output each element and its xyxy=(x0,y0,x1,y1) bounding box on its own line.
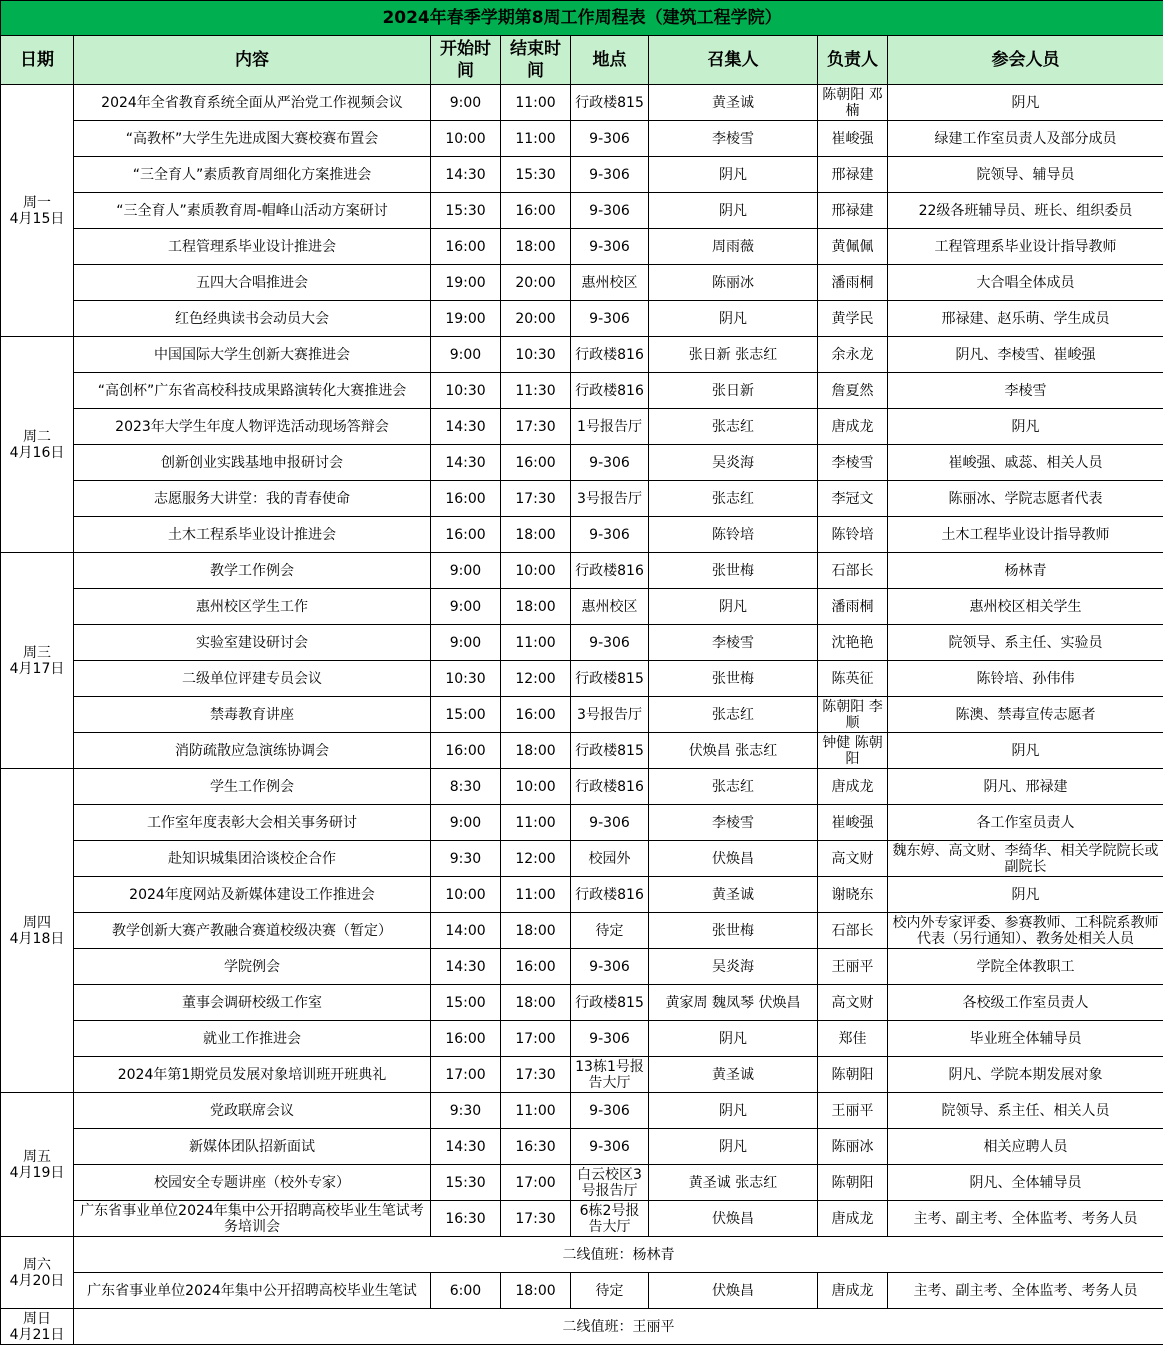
attendees: 土木工程毕业设计指导教师 xyxy=(888,517,1163,553)
day-date: 4月18日 xyxy=(9,930,65,947)
start-time: 19:00 xyxy=(431,265,501,301)
start-time: 14:30 xyxy=(431,445,501,481)
end-time: 16:00 xyxy=(501,697,571,733)
end-time: 10:30 xyxy=(501,337,571,373)
place: 惠州校区 xyxy=(571,265,649,301)
owner: 黄佩佩 xyxy=(818,229,888,265)
start-time: 9:30 xyxy=(431,1093,501,1129)
attendees: 阴凡、全体辅导员 xyxy=(888,1165,1163,1201)
convener: 张志红 xyxy=(649,697,818,733)
day-date: 4月21日 xyxy=(9,1326,65,1343)
place: 行政楼815 xyxy=(571,661,649,697)
event-content: 广东省事业单位2024年集中公开招聘高校毕业生笔试考务培训会 xyxy=(74,1201,431,1237)
day-label: 周二 xyxy=(23,428,51,445)
owner: 陈朝阳 xyxy=(818,1165,888,1201)
place: 9-306 xyxy=(571,229,649,265)
attendees: 大合唱全体成员 xyxy=(888,265,1163,301)
table-row xyxy=(1,625,1163,661)
header-start-time: 开始时间 xyxy=(431,36,501,85)
start-time: 10:00 xyxy=(431,121,501,157)
place: 待定 xyxy=(571,1273,649,1309)
table-row xyxy=(1,1309,1163,1345)
event-content: 2024年第1期党员发展对象培训班开班典礼 xyxy=(74,1057,431,1093)
convener: 黄家周 魏凤琴 伏焕昌 xyxy=(649,985,818,1021)
event-content: 土木工程系毕业设计推进会 xyxy=(74,517,431,553)
owner: 钟健 陈朝阳 xyxy=(818,733,888,769)
end-time: 11:00 xyxy=(501,805,571,841)
end-time: 18:00 xyxy=(501,1273,571,1309)
event-content: 创新创业实践基地申报研讨会 xyxy=(74,445,431,481)
end-time: 17:30 xyxy=(501,481,571,517)
start-time: 14:30 xyxy=(431,949,501,985)
day-cell xyxy=(1,337,74,553)
event-content: 学生工作例会 xyxy=(74,769,431,805)
start-time: 16:00 xyxy=(431,229,501,265)
owner: 陈朝阳 李顺 xyxy=(818,697,888,733)
attendees: 院领导、辅导员 xyxy=(888,157,1163,193)
convener: 阴凡 xyxy=(649,1129,818,1165)
place: 9-306 xyxy=(571,805,649,841)
event-content: 禁毒教育讲座 xyxy=(74,697,431,733)
event-content: 赴知识城集团洽谈校企合作 xyxy=(74,841,431,877)
table-row xyxy=(1,661,1163,697)
place: 9-306 xyxy=(571,517,649,553)
table-row xyxy=(1,337,1163,373)
table-row xyxy=(1,1057,1163,1093)
place: 9-306 xyxy=(571,121,649,157)
place: 3号报告厅 xyxy=(571,697,649,733)
day-cell xyxy=(1,1093,74,1237)
place: 行政楼816 xyxy=(571,877,649,913)
event-content: 二级单位评建专员会议 xyxy=(74,661,431,697)
start-time: 14:30 xyxy=(431,409,501,445)
day-label: 周六 xyxy=(23,1256,51,1273)
end-time: 10:00 xyxy=(501,553,571,589)
place: 行政楼815 xyxy=(571,985,649,1021)
table-row xyxy=(1,373,1163,409)
start-time: 9:00 xyxy=(431,805,501,841)
table-row xyxy=(1,121,1163,157)
owner: 唐成龙 xyxy=(818,409,888,445)
convener: 李棱雪 xyxy=(649,805,818,841)
end-time: 11:00 xyxy=(501,121,571,157)
convener: 周雨薇 xyxy=(649,229,818,265)
header-content: 内容 xyxy=(74,36,431,85)
start-time: 15:30 xyxy=(431,1165,501,1201)
attendees: 阴凡、学院本期发展对象 xyxy=(888,1057,1163,1093)
attendees: 主考、副主考、全体监考、考务人员 xyxy=(888,1273,1163,1309)
table-row xyxy=(1,589,1163,625)
end-time: 11:00 xyxy=(501,877,571,913)
event-content: 工作室年度表彰大会相关事务研讨 xyxy=(74,805,431,841)
attendees: 阴凡 xyxy=(888,85,1163,121)
table-row xyxy=(1,265,1163,301)
convener: 吴炎海 xyxy=(649,949,818,985)
table-row xyxy=(1,1273,1163,1309)
table-row xyxy=(1,157,1163,193)
table-row xyxy=(1,553,1163,589)
owner: 王丽平 xyxy=(818,949,888,985)
attendees: 校内外专家评委、参赛教师、工科院系教师代表（另行通知）、教务处相关人员 xyxy=(888,913,1163,949)
place: 行政楼816 xyxy=(571,337,649,373)
owner: 陈英征 xyxy=(818,661,888,697)
event-content: 新媒体团队招新面试 xyxy=(74,1129,431,1165)
end-time: 16:00 xyxy=(501,193,571,229)
attendees: 各工作室员责人 xyxy=(888,805,1163,841)
day-date: 4月19日 xyxy=(9,1164,65,1181)
day-cell xyxy=(1,1237,74,1309)
day-label: 周四 xyxy=(23,914,51,931)
event-content: 教学工作例会 xyxy=(74,553,431,589)
table-row xyxy=(1,1201,1163,1237)
place: 9-306 xyxy=(571,1093,649,1129)
convener: 张志红 xyxy=(649,409,818,445)
attendees: 阴凡、邢禄建 xyxy=(888,769,1163,805)
place: 行政楼815 xyxy=(571,85,649,121)
start-time: 19:00 xyxy=(431,301,501,337)
event-content: 五四大合唱推进会 xyxy=(74,265,431,301)
convener: 李棱雪 xyxy=(649,121,818,157)
start-time: 8:30 xyxy=(431,769,501,805)
start-time: 14:30 xyxy=(431,1129,501,1165)
table-row xyxy=(1,985,1163,1021)
header-owner: 负责人 xyxy=(818,36,888,85)
event-content: 教学创新大赛产教融合赛道校级决赛（暂定） xyxy=(74,913,431,949)
start-time: 15:00 xyxy=(431,697,501,733)
convener: 伏焕昌 xyxy=(649,1273,818,1309)
attendees: 阴凡 xyxy=(888,733,1163,769)
place: 惠州校区 xyxy=(571,589,649,625)
day-cell xyxy=(1,1309,74,1345)
start-time: 14:00 xyxy=(431,913,501,949)
day-label: 周一 xyxy=(23,194,51,211)
place: 1号报告厅 xyxy=(571,409,649,445)
table-row xyxy=(1,877,1163,913)
start-time: 16:00 xyxy=(431,733,501,769)
attendees: 邢禄建、赵乐萌、学生成员 xyxy=(888,301,1163,337)
event-content: 红色经典读书会动员大会 xyxy=(74,301,431,337)
convener: 张世梅 xyxy=(649,661,818,697)
event-content: 实验室建设研讨会 xyxy=(74,625,431,661)
owner: 潘雨桐 xyxy=(818,589,888,625)
header-convener: 召集人 xyxy=(649,36,818,85)
end-time: 16:00 xyxy=(501,445,571,481)
event-content: 广东省事业单位2024年集中公开招聘高校毕业生笔试 xyxy=(74,1273,431,1309)
attendees: 陈丽冰、学院志愿者代表 xyxy=(888,481,1163,517)
event-content: 2023年大学生年度人物评选活动现场答辩会 xyxy=(74,409,431,445)
start-time: 9:00 xyxy=(431,589,501,625)
header-place: 地点 xyxy=(571,36,649,85)
day-cell xyxy=(1,769,74,1093)
end-time: 17:00 xyxy=(501,1165,571,1201)
attendees: 惠州校区相关学生 xyxy=(888,589,1163,625)
convener: 张世梅 xyxy=(649,913,818,949)
owner: 邢禄建 xyxy=(818,157,888,193)
duty-note: 二线值班：杨林青 xyxy=(74,1237,1163,1273)
attendees: 22级各班辅导员、班长、组织委员 xyxy=(888,193,1163,229)
owner: 李棱雪 xyxy=(818,445,888,481)
attendees: 绿建工作室员责人及部分成员 xyxy=(888,121,1163,157)
owner: 石部长 xyxy=(818,913,888,949)
event-content: “三全育人”素质教育周细化方案推进会 xyxy=(74,157,431,193)
event-content: 惠州校区学生工作 xyxy=(74,589,431,625)
convener: 吴炎海 xyxy=(649,445,818,481)
start-time: 15:00 xyxy=(431,985,501,1021)
start-time: 9:00 xyxy=(431,337,501,373)
place: 9-306 xyxy=(571,1129,649,1165)
convener: 张世梅 xyxy=(649,553,818,589)
end-time: 17:30 xyxy=(501,1201,571,1237)
convener: 阴凡 xyxy=(649,157,818,193)
owner: 谢晓东 xyxy=(818,877,888,913)
header-end-time: 结束时间 xyxy=(501,36,571,85)
owner: 唐成龙 xyxy=(818,1273,888,1309)
end-time: 10:00 xyxy=(501,769,571,805)
event-content: 校园安全专题讲座（校外专家） xyxy=(74,1165,431,1201)
event-content: 党政联席会议 xyxy=(74,1093,431,1129)
table-row xyxy=(1,1237,1163,1273)
owner: 郑佳 xyxy=(818,1021,888,1057)
duty-note: 二线值班：王丽平 xyxy=(74,1309,1163,1345)
day-cell xyxy=(1,85,74,337)
place: 9-306 xyxy=(571,301,649,337)
event-content: “高教杯”大学生先进成图大赛校赛布置会 xyxy=(74,121,431,157)
schedule-body xyxy=(1,85,1163,1345)
end-time: 11:00 xyxy=(501,625,571,661)
attendees: 魏东婷、高文财、李绮华、相关学院院长或副院长 xyxy=(888,841,1163,877)
table-row xyxy=(1,1165,1163,1201)
convener: 阴凡 xyxy=(649,1093,818,1129)
attendees: 崔峻强、戚蕊、相关人员 xyxy=(888,445,1163,481)
start-time: 16:00 xyxy=(431,481,501,517)
end-time: 17:30 xyxy=(501,1057,571,1093)
place: 行政楼816 xyxy=(571,769,649,805)
place: 行政楼815 xyxy=(571,733,649,769)
header-date: 日期 xyxy=(1,36,74,85)
end-time: 17:00 xyxy=(501,1021,571,1057)
owner: 王丽平 xyxy=(818,1093,888,1129)
end-time: 20:00 xyxy=(501,301,571,337)
event-content: 2024年全省教育系统全面从严治党工作视频会议 xyxy=(74,85,431,121)
owner: 石部长 xyxy=(818,553,888,589)
day-date: 4月20日 xyxy=(9,1272,65,1289)
event-content: 志愿服务大讲堂：我的青春使命 xyxy=(74,481,431,517)
place: 9-306 xyxy=(571,157,649,193)
convener: 黄圣诚 xyxy=(649,877,818,913)
place: 9-306 xyxy=(571,1021,649,1057)
owner: 邢禄建 xyxy=(818,193,888,229)
day-date: 4月17日 xyxy=(9,660,65,677)
day-label: 周日 xyxy=(23,1310,51,1327)
end-time: 18:00 xyxy=(501,733,571,769)
table-row xyxy=(1,1021,1163,1057)
end-time: 18:00 xyxy=(501,517,571,553)
table-row xyxy=(1,301,1163,337)
attendees: 主考、副主考、全体监考、考务人员 xyxy=(888,1201,1163,1237)
day-label: 周三 xyxy=(23,644,51,661)
owner: 唐成龙 xyxy=(818,1201,888,1237)
attendees: 院领导、系主任、相关人员 xyxy=(888,1093,1163,1129)
place: 6栋2号报告大厅 xyxy=(571,1201,649,1237)
place: 13栋1号报告大厅 xyxy=(571,1057,649,1093)
end-time: 20:00 xyxy=(501,265,571,301)
end-time: 11:30 xyxy=(501,373,571,409)
place: 校园外 xyxy=(571,841,649,877)
table-title: 2024年春季学期第8周工作周程表（建筑工程学院） xyxy=(1,1,1163,36)
owner: 黄学民 xyxy=(818,301,888,337)
place: 9-306 xyxy=(571,625,649,661)
table-row xyxy=(1,805,1163,841)
table-row xyxy=(1,913,1163,949)
table-row xyxy=(1,409,1163,445)
end-time: 12:00 xyxy=(501,661,571,697)
convener: 阴凡 xyxy=(649,301,818,337)
place: 3号报告厅 xyxy=(571,481,649,517)
table-row xyxy=(1,1129,1163,1165)
end-time: 16:00 xyxy=(501,949,571,985)
convener: 陈铃培 xyxy=(649,517,818,553)
start-time: 16:30 xyxy=(431,1201,501,1237)
owner: 陈朝阳 邓楠 xyxy=(818,85,888,121)
start-time: 16:00 xyxy=(431,1021,501,1057)
event-content: 就业工作推进会 xyxy=(74,1021,431,1057)
end-time: 18:00 xyxy=(501,985,571,1021)
table-row xyxy=(1,481,1163,517)
start-time: 9:30 xyxy=(431,841,501,877)
end-time: 18:00 xyxy=(501,229,571,265)
attendees: 相关应聘人员 xyxy=(888,1129,1163,1165)
attendees: 阴凡 xyxy=(888,877,1163,913)
convener: 黄圣诚 xyxy=(649,1057,818,1093)
attendees: 阴凡 xyxy=(888,409,1163,445)
table-row xyxy=(1,949,1163,985)
owner: 崔峻强 xyxy=(818,805,888,841)
end-time: 18:00 xyxy=(501,589,571,625)
start-time: 10:00 xyxy=(431,877,501,913)
event-content: 2024年度网站及新媒体建设工作推进会 xyxy=(74,877,431,913)
convener: 张志红 xyxy=(649,481,818,517)
place: 9-306 xyxy=(571,193,649,229)
convener: 张日新 张志红 xyxy=(649,337,818,373)
place: 白云校区3号报告厅 xyxy=(571,1165,649,1201)
day-cell xyxy=(1,553,74,769)
attendees: 李棱雪 xyxy=(888,373,1163,409)
convener: 伏焕昌 xyxy=(649,1201,818,1237)
table-row xyxy=(1,517,1163,553)
convener: 伏焕昌 xyxy=(649,841,818,877)
start-time: 17:00 xyxy=(431,1057,501,1093)
table-row xyxy=(1,841,1163,877)
day-label: 周五 xyxy=(23,1148,51,1165)
day-date: 4月16日 xyxy=(9,444,65,461)
event-content: “高创杯”广东省高校科技成果路演转化大赛推进会 xyxy=(74,373,431,409)
start-time: 10:30 xyxy=(431,661,501,697)
end-time: 11:00 xyxy=(501,1093,571,1129)
owner: 余永龙 xyxy=(818,337,888,373)
table-row xyxy=(1,1093,1163,1129)
owner: 陈朝阳 xyxy=(818,1057,888,1093)
convener: 伏焕昌 张志红 xyxy=(649,733,818,769)
day-date: 4月15日 xyxy=(9,210,65,227)
event-content: 工程管理系毕业设计推进会 xyxy=(74,229,431,265)
event-content: 学院例会 xyxy=(74,949,431,985)
convener: 阴凡 xyxy=(649,1021,818,1057)
table-row xyxy=(1,733,1163,769)
convener: 阴凡 xyxy=(649,193,818,229)
start-time: 9:00 xyxy=(431,85,501,121)
place: 行政楼816 xyxy=(571,553,649,589)
convener: 陈丽冰 xyxy=(649,265,818,301)
start-time: 9:00 xyxy=(431,625,501,661)
owner: 高文财 xyxy=(818,841,888,877)
start-time: 14:30 xyxy=(431,157,501,193)
owner: 陈铃培 xyxy=(818,517,888,553)
start-time: 9:00 xyxy=(431,553,501,589)
end-time: 11:00 xyxy=(501,85,571,121)
convener: 阴凡 xyxy=(649,589,818,625)
event-content: 消防疏散应急演练协调会 xyxy=(74,733,431,769)
convener: 张志红 xyxy=(649,769,818,805)
end-time: 18:00 xyxy=(501,913,571,949)
table-row xyxy=(1,193,1163,229)
attendees: 工程管理系毕业设计指导教师 xyxy=(888,229,1163,265)
attendees: 陈铃培、孙伟伟 xyxy=(888,661,1163,697)
attendees: 阴凡、李棱雪、崔峻强 xyxy=(888,337,1163,373)
end-time: 17:30 xyxy=(501,409,571,445)
start-time: 6:00 xyxy=(431,1273,501,1309)
owner: 高文财 xyxy=(818,985,888,1021)
attendees: 院领导、系主任、实验员 xyxy=(888,625,1163,661)
start-time: 10:30 xyxy=(431,373,501,409)
end-time: 16:30 xyxy=(501,1129,571,1165)
start-time: 15:30 xyxy=(431,193,501,229)
convener: 黄圣诚 张志红 xyxy=(649,1165,818,1201)
attendees: 毕业班全体辅导员 xyxy=(888,1021,1163,1057)
attendees: 陈澳、禁毒宣传志愿者 xyxy=(888,697,1163,733)
owner: 唐成龙 xyxy=(818,769,888,805)
attendees: 学院全体教职工 xyxy=(888,949,1163,985)
start-time: 16:00 xyxy=(431,517,501,553)
owner: 陈丽冰 xyxy=(818,1129,888,1165)
end-time: 15:30 xyxy=(501,157,571,193)
owner: 沈艳艳 xyxy=(818,625,888,661)
header-attendees: 参会人员 xyxy=(888,36,1163,85)
owner: 詹夏然 xyxy=(818,373,888,409)
place: 行政楼816 xyxy=(571,373,649,409)
end-time: 12:00 xyxy=(501,841,571,877)
convener: 李棱雪 xyxy=(649,625,818,661)
place: 9-306 xyxy=(571,949,649,985)
table-row xyxy=(1,769,1163,805)
convener: 黄圣诚 xyxy=(649,85,818,121)
table-row xyxy=(1,229,1163,265)
table-row xyxy=(1,85,1163,121)
table-row xyxy=(1,445,1163,481)
attendees: 各校级工作室员责人 xyxy=(888,985,1163,1021)
owner: 崔峻强 xyxy=(818,121,888,157)
event-content: 中国国际大学生创新大赛推进会 xyxy=(74,337,431,373)
place: 待定 xyxy=(571,913,649,949)
event-content: 董事会调研校级工作室 xyxy=(74,985,431,1021)
event-content: “三全育人”素质教育周-帽峰山活动方案研讨 xyxy=(74,193,431,229)
table-row xyxy=(1,697,1163,733)
owner: 李冠文 xyxy=(818,481,888,517)
place: 9-306 xyxy=(571,445,649,481)
attendees: 杨林青 xyxy=(888,553,1163,589)
convener: 张日新 xyxy=(649,373,818,409)
owner: 潘雨桐 xyxy=(818,265,888,301)
